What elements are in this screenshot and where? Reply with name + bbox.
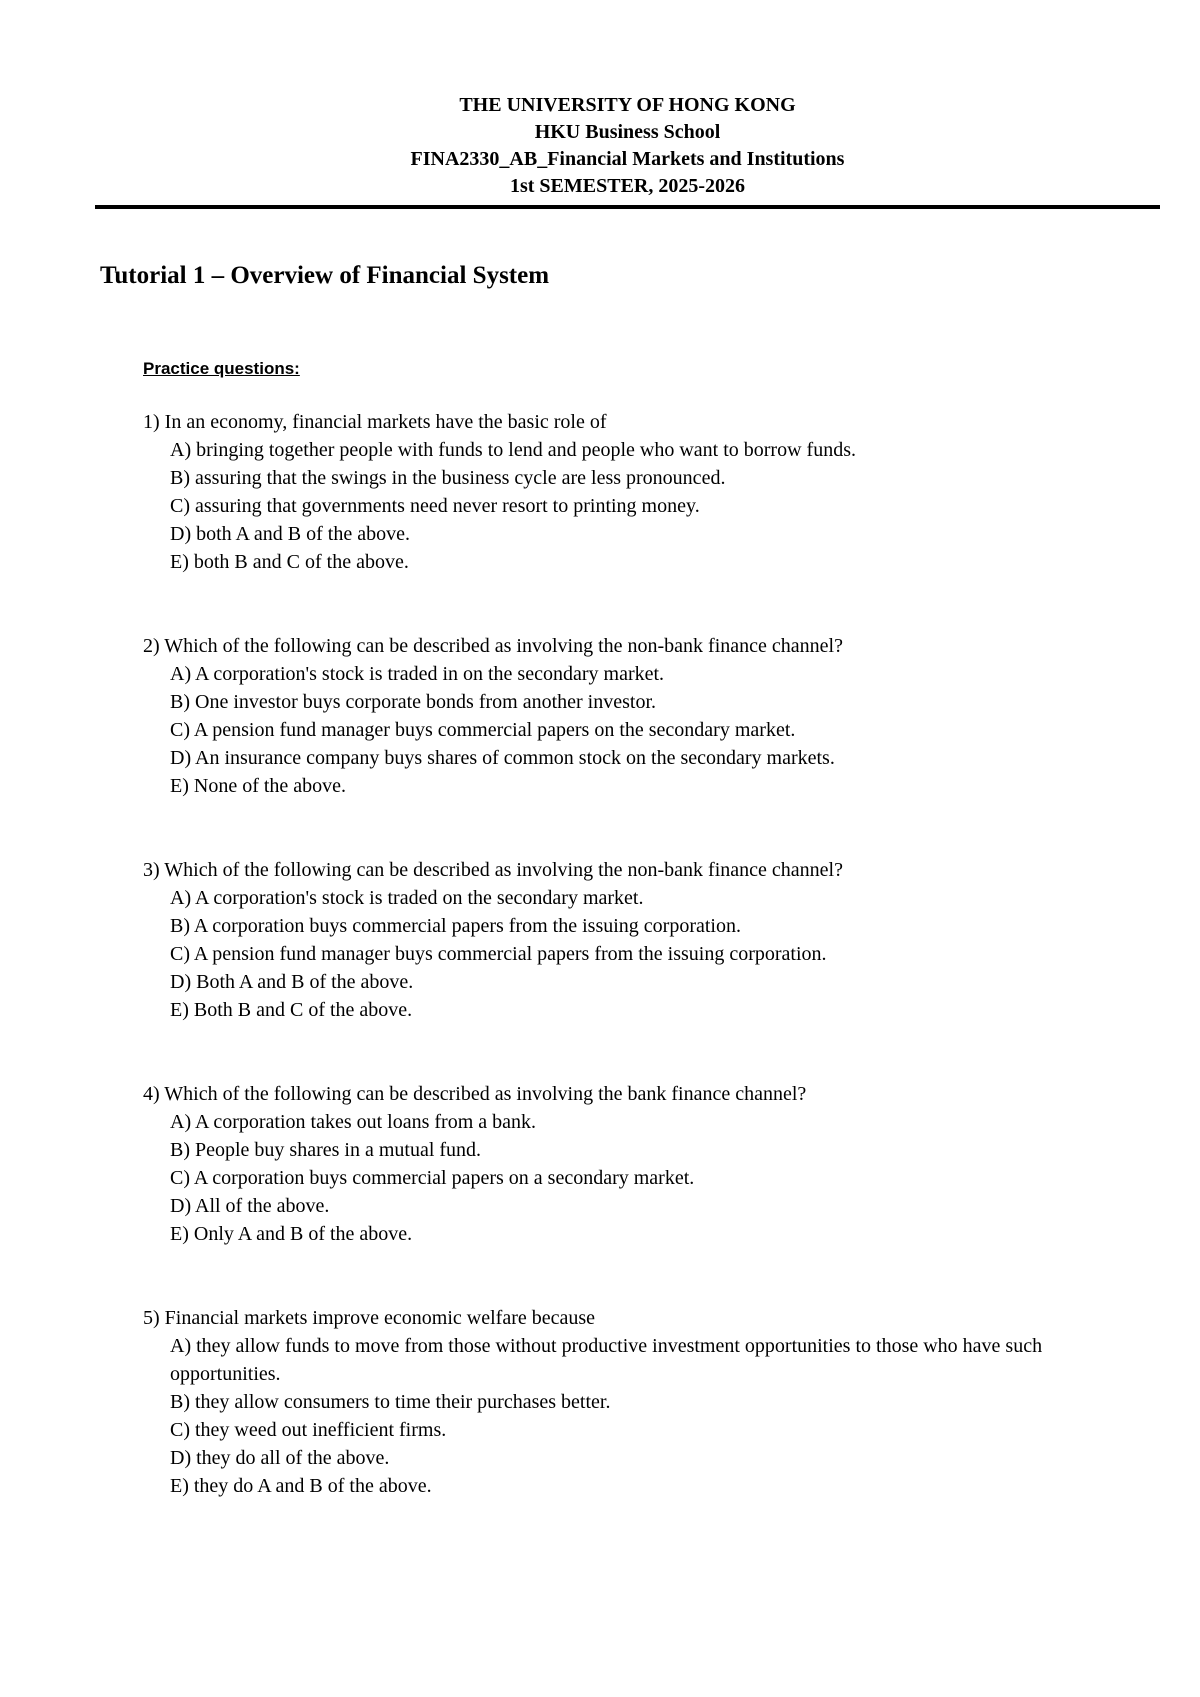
question-option: E) Only A and B of the above.	[170, 1223, 413, 1245]
document-header	[95, 92, 1160, 200]
question-option: C) A pension fund manager buys commercial papers on the secondary market.	[170, 719, 796, 741]
question-option: A) A corporation's stock is traded in on the secondary market.	[170, 663, 665, 685]
question-1	[143, 408, 856, 576]
question-stem: 3) Which of the following can be described as involving the non-bank finance channel?	[143, 859, 843, 881]
question-option: C) A corporation buys commercial papers on a secondary market.	[170, 1167, 695, 1189]
question-3	[143, 856, 843, 1024]
question-stem: 2) Which of the following can be described as involving the non-bank finance channel?	[143, 635, 843, 657]
question-option: C) they weed out inefficient firms.	[170, 1419, 447, 1441]
question-option: D) An insurance company buys shares of common stock on the secondary markets.	[170, 747, 835, 769]
question-option: E) both B and C of the above.	[170, 551, 409, 573]
question-option: D) All of the above.	[170, 1195, 330, 1217]
question-option: D) they do all of the above.	[170, 1447, 390, 1469]
question-option: A) A corporation takes out loans from a bank.	[170, 1111, 537, 1133]
header-divider	[95, 205, 1160, 209]
question-option: B) People buy shares in a mutual fund.	[170, 1139, 482, 1161]
question-2	[143, 632, 843, 800]
question-option: B) assuring that the swings in the business cycle are less pronounced.	[170, 467, 726, 489]
question-option: E) they do A and B of the above.	[170, 1475, 432, 1497]
question-option: C) A pension fund manager buys commercial papers from the issuing corporation.	[170, 943, 827, 965]
question-stem: 5) Financial markets improve economic welfare because	[143, 1307, 596, 1329]
question-option: E) None of the above.	[170, 775, 347, 797]
question-option: B) A corporation buys commercial papers from the issuing corporation.	[170, 915, 741, 937]
question-option: B) they allow consumers to time their purchases better.	[170, 1391, 611, 1413]
question-stem: 1) In an economy, financial markets have the basic role of	[143, 411, 607, 433]
question-option: D) both A and B of the above.	[170, 523, 410, 545]
question-option: E) Both B and C of the above.	[170, 999, 413, 1021]
semester: 1st SEMESTER, 2025-2026	[509, 175, 746, 197]
question-4	[143, 1080, 806, 1248]
section-label: Practice questions:	[143, 359, 300, 378]
question-option: D) Both A and B of the above.	[170, 971, 414, 993]
question-stem: 4) Which of the following can be described as involving the bank finance channel?	[143, 1083, 807, 1105]
question-option: A) A corporation's stock is traded on the secondary market.	[170, 887, 644, 909]
school-name: HKU Business School	[534, 121, 721, 143]
question-option: C) assuring that governments need never resort to printing money.	[170, 495, 700, 517]
question-5	[143, 1304, 1050, 1500]
page-title: Tutorial 1 – Overview of Financial System	[100, 262, 550, 289]
question-option: B) One investor buys corporate bonds from another investor.	[170, 691, 657, 713]
question-option: A) bringing together people with funds to lend and people who want to borrow funds.	[170, 439, 856, 461]
university-name: THE UNIVERSITY OF HONG KONG	[459, 94, 796, 116]
question-option: A) they allow funds to move from those without productive investment opportunities to those who have such opportunities.	[170, 1335, 1043, 1385]
course-name: FINA2330_AB_Financial Markets and Institutions	[410, 148, 845, 170]
